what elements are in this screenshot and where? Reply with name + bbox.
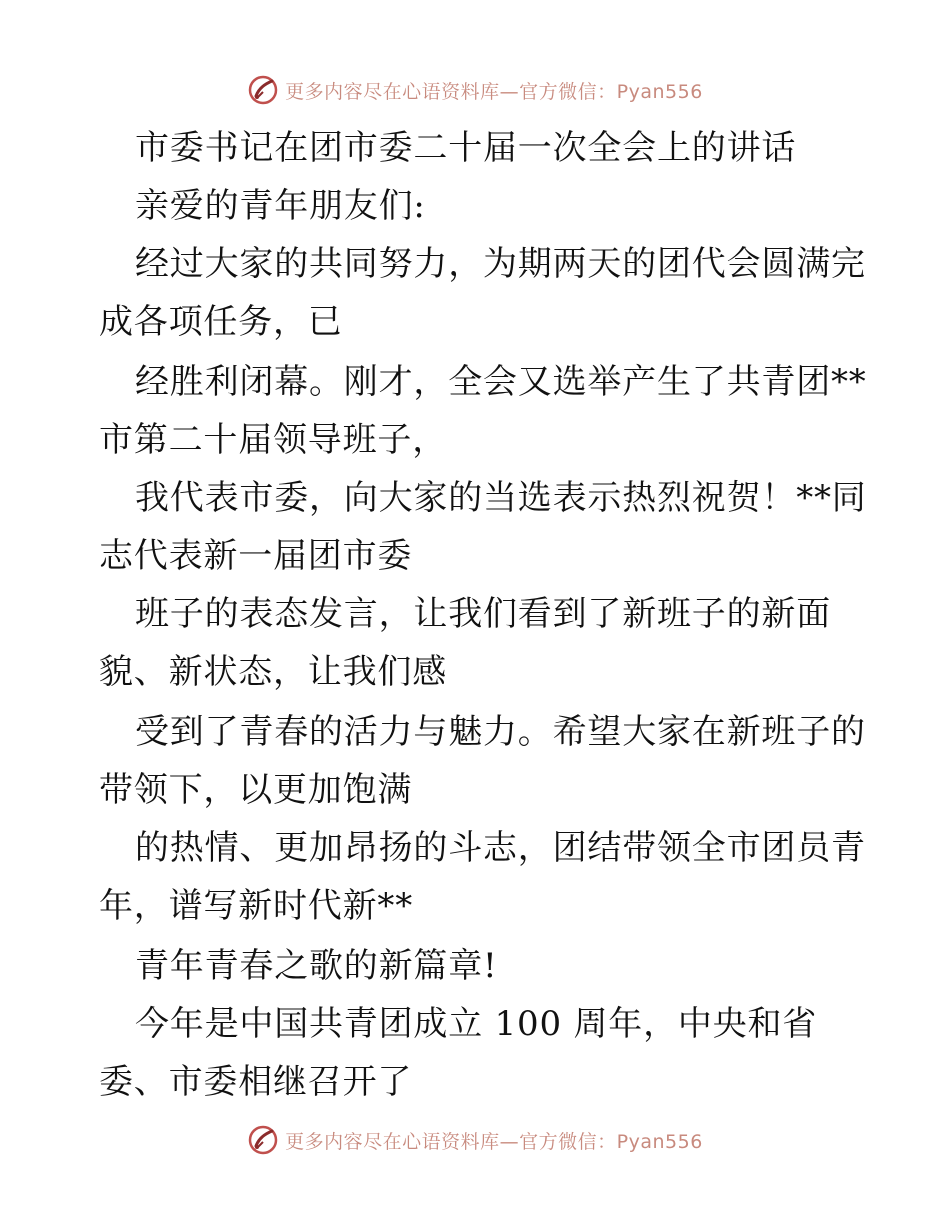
paragraph-line: 市第二十届领导班子， (99, 420, 447, 460)
paragraph-line: 的热情、更加昂扬的斗志，团结带领全市团员青 (135, 828, 866, 868)
paragraph-line: 成各项任务，已 (99, 302, 343, 342)
paragraph-line: 我代表市委，向大家的当选表示热烈祝贺！**同 (135, 478, 867, 518)
paragraph-line: 带领下，以更加饱满 (99, 770, 413, 810)
paragraph-line: 委、市委相继召开了 (99, 1062, 413, 1102)
footer-watermark (0, 1122, 950, 1158)
paragraph-line: 志代表新一届团市委 (99, 536, 413, 576)
header-watermark (0, 72, 950, 108)
salutation: 亲爱的青年朋友们: (135, 186, 426, 226)
watermark-group (247, 1124, 703, 1156)
watermark-text (285, 1127, 703, 1154)
watermark-wechat-id: Pyan556 (616, 1130, 703, 1153)
watermark-text (285, 77, 703, 104)
paragraph-line: 班子的表态发言，让我们看到了新班子的新面 (135, 594, 831, 634)
watermark-label: 更多内容尽在心语资料库—官方微信： (285, 80, 617, 103)
brand-logo-icon (247, 74, 279, 106)
brand-logo-icon (247, 1124, 279, 1156)
paragraph-line: 貌、新状态，让我们感 (99, 652, 447, 692)
paragraph-line: 青年青春之歌的新篇章! (135, 946, 498, 986)
watermark-label: 更多内容尽在心语资料库—官方微信： (285, 1130, 617, 1153)
paragraph-line: 今年是中国共青团成立 100 周年，中央和省 (135, 1004, 818, 1044)
paragraph-line: 经胜利闭幕。刚才，全会又选举产生了共青团** (135, 362, 867, 402)
paragraph-line: 年，谱写新时代新** (99, 886, 413, 926)
watermark-wechat-id: Pyan556 (616, 80, 703, 103)
paragraph-line: 经过大家的共同努力，为期两天的团代会圆满完 (135, 244, 866, 284)
paragraph-line: 受到了青春的活力与魅力。希望大家在新班子的 (135, 712, 866, 752)
watermark-group (247, 74, 703, 106)
document-title: 市委书记在团市委二十届一次全会上的讲话 (135, 128, 797, 168)
